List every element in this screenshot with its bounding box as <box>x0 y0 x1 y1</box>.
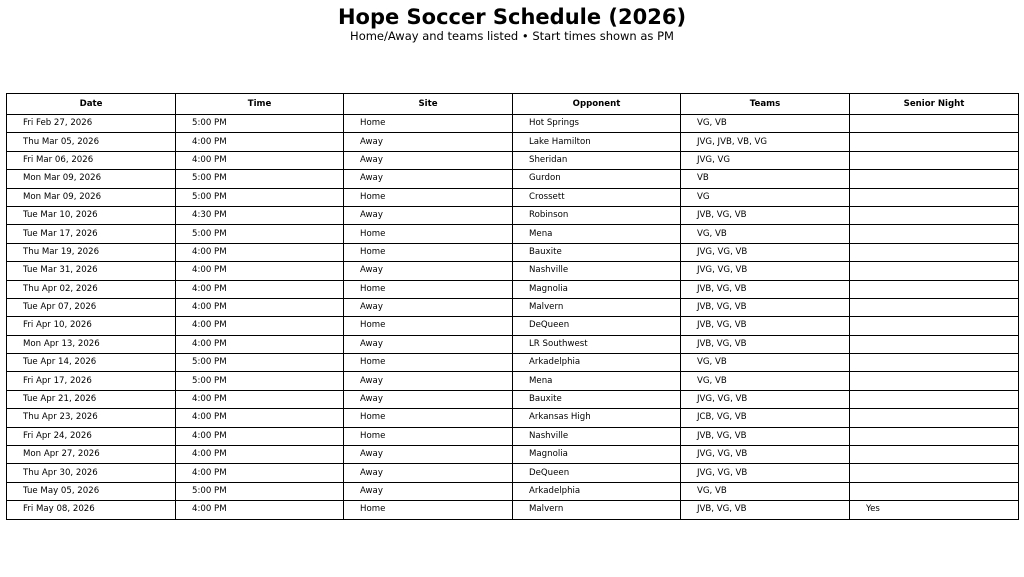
senior-night-cell <box>850 427 1019 445</box>
senior-night-cell: Yes <box>850 501 1019 519</box>
teams-cell: VG <box>681 188 850 206</box>
column-header-opponent: Opponent <box>513 94 681 115</box>
table-row <box>7 427 1019 445</box>
schedule-table-body <box>7 115 1019 520</box>
site-cell: Home <box>344 243 513 261</box>
senior-night-cell <box>850 151 1019 169</box>
table-row <box>7 262 1019 280</box>
opponent-cell: Arkansas High <box>513 409 681 427</box>
senior-night-cell <box>850 372 1019 390</box>
date-cell: Fri Apr 24, 2026 <box>7 427 176 445</box>
teams-cell: VG, VB <box>681 115 850 133</box>
senior-night-cell <box>850 446 1019 464</box>
teams-cell: JVB, VG, VB <box>681 427 850 445</box>
date-cell: Tue Apr 21, 2026 <box>7 390 176 408</box>
date-cell: Mon Mar 09, 2026 <box>7 170 176 188</box>
date-cell: Mon Mar 09, 2026 <box>7 188 176 206</box>
time-cell: 5:00 PM <box>176 188 344 206</box>
senior-night-cell <box>850 280 1019 298</box>
senior-night-cell <box>850 262 1019 280</box>
senior-night-cell <box>850 170 1019 188</box>
opponent-cell: Malvern <box>513 298 681 316</box>
teams-cell: JVB, VG, VB <box>681 501 850 519</box>
site-cell: Away <box>344 133 513 151</box>
opponent-cell: LR Southwest <box>513 335 681 353</box>
date-cell: Fri Apr 17, 2026 <box>7 372 176 390</box>
table-row <box>7 170 1019 188</box>
table-row <box>7 446 1019 464</box>
time-cell: 4:00 PM <box>176 151 344 169</box>
teams-cell: JCB, VG, VB <box>681 409 850 427</box>
opponent-cell: Bauxite <box>513 243 681 261</box>
table-row <box>7 354 1019 372</box>
site-cell: Away <box>344 372 513 390</box>
teams-cell: JVB, VG, VB <box>681 317 850 335</box>
teams-cell: JVG, VG, VB <box>681 464 850 482</box>
opponent-cell: Malvern <box>513 501 681 519</box>
time-cell: 4:00 PM <box>176 446 344 464</box>
senior-night-cell <box>850 188 1019 206</box>
time-cell: 4:00 PM <box>176 390 344 408</box>
date-cell: Tue Mar 17, 2026 <box>7 225 176 243</box>
site-cell: Home <box>344 188 513 206</box>
time-cell: 4:00 PM <box>176 243 344 261</box>
table-row <box>7 409 1019 427</box>
date-cell: Mon Apr 27, 2026 <box>7 446 176 464</box>
table-row <box>7 133 1019 151</box>
time-cell: 5:00 PM <box>176 372 344 390</box>
time-cell: 4:00 PM <box>176 133 344 151</box>
opponent-cell: Crossett <box>513 188 681 206</box>
table-row <box>7 243 1019 261</box>
column-header-date: Date <box>7 94 176 115</box>
table-row <box>7 188 1019 206</box>
column-header-teams: Teams <box>681 94 850 115</box>
time-cell: 5:00 PM <box>176 482 344 500</box>
header-row <box>7 94 1019 115</box>
site-cell: Away <box>344 170 513 188</box>
site-cell: Home <box>344 225 513 243</box>
site-cell: Away <box>344 335 513 353</box>
senior-night-cell <box>850 482 1019 500</box>
opponent-cell: Nashville <box>513 262 681 280</box>
table-row <box>7 115 1019 133</box>
time-cell: 4:00 PM <box>176 409 344 427</box>
site-cell: Home <box>344 317 513 335</box>
teams-cell: VG, VB <box>681 354 850 372</box>
table-row <box>7 298 1019 316</box>
opponent-cell: Robinson <box>513 206 681 224</box>
site-cell: Home <box>344 115 513 133</box>
opponent-cell: Mena <box>513 372 681 390</box>
site-cell: Home <box>344 409 513 427</box>
date-cell: Tue Apr 07, 2026 <box>7 298 176 316</box>
site-cell: Away <box>344 390 513 408</box>
senior-night-cell <box>850 115 1019 133</box>
senior-night-cell <box>850 390 1019 408</box>
column-header-time: Time <box>176 94 344 115</box>
opponent-cell: Gurdon <box>513 170 681 188</box>
time-cell: 4:00 PM <box>176 427 344 445</box>
teams-cell: JVG, VG, VB <box>681 243 850 261</box>
site-cell: Away <box>344 262 513 280</box>
opponent-cell: Sheridan <box>513 151 681 169</box>
time-cell: 4:30 PM <box>176 206 344 224</box>
time-cell: 4:00 PM <box>176 501 344 519</box>
teams-cell: JVG, VG <box>681 151 850 169</box>
time-cell: 5:00 PM <box>176 354 344 372</box>
site-cell: Away <box>344 482 513 500</box>
teams-cell: VG, VB <box>681 372 850 390</box>
site-cell: Away <box>344 206 513 224</box>
table-row <box>7 225 1019 243</box>
senior-night-cell <box>850 298 1019 316</box>
senior-night-cell <box>850 225 1019 243</box>
opponent-cell: Lake Hamilton <box>513 133 681 151</box>
date-cell: Thu Mar 19, 2026 <box>7 243 176 261</box>
teams-cell: JVG, VG, VB <box>681 390 850 408</box>
time-cell: 5:00 PM <box>176 115 344 133</box>
date-cell: Thu Apr 30, 2026 <box>7 464 176 482</box>
date-cell: Thu Apr 23, 2026 <box>7 409 176 427</box>
time-cell: 4:00 PM <box>176 280 344 298</box>
opponent-cell: Magnolia <box>513 280 681 298</box>
date-cell: Fri May 08, 2026 <box>7 501 176 519</box>
date-cell: Fri Feb 27, 2026 <box>7 115 176 133</box>
date-cell: Tue Mar 10, 2026 <box>7 206 176 224</box>
time-cell: 4:00 PM <box>176 335 344 353</box>
page-header <box>0 5 1024 43</box>
time-cell: 4:00 PM <box>176 317 344 335</box>
table-row <box>7 280 1019 298</box>
date-cell: Mon Apr 13, 2026 <box>7 335 176 353</box>
date-cell: Thu Apr 02, 2026 <box>7 280 176 298</box>
table-row <box>7 482 1019 500</box>
teams-cell: JVG, JVB, VB, VG <box>681 133 850 151</box>
site-cell: Home <box>344 280 513 298</box>
opponent-cell: Hot Springs <box>513 115 681 133</box>
site-cell: Away <box>344 298 513 316</box>
time-cell: 5:00 PM <box>176 170 344 188</box>
site-cell: Away <box>344 151 513 169</box>
teams-cell: VG, VB <box>681 482 850 500</box>
date-cell: Tue May 05, 2026 <box>7 482 176 500</box>
opponent-cell: DeQueen <box>513 464 681 482</box>
teams-cell: JVB, VG, VB <box>681 206 850 224</box>
teams-cell: JVB, VG, VB <box>681 280 850 298</box>
teams-cell: VG, VB <box>681 225 850 243</box>
site-cell: Home <box>344 501 513 519</box>
teams-cell: JVB, VG, VB <box>681 298 850 316</box>
opponent-cell: Arkadelphia <box>513 354 681 372</box>
site-cell: Home <box>344 354 513 372</box>
page-title: Hope Soccer Schedule (2026) <box>337 5 687 29</box>
date-cell: Tue Mar 31, 2026 <box>7 262 176 280</box>
teams-cell: VB <box>681 170 850 188</box>
opponent-cell: DeQueen <box>513 317 681 335</box>
table-row <box>7 335 1019 353</box>
date-cell: Tue Apr 14, 2026 <box>7 354 176 372</box>
site-cell: Away <box>344 446 513 464</box>
column-header-senior-night: Senior Night <box>850 94 1019 115</box>
senior-night-cell <box>850 354 1019 372</box>
date-cell: Thu Mar 05, 2026 <box>7 133 176 151</box>
opponent-cell: Magnolia <box>513 446 681 464</box>
senior-night-cell <box>850 464 1019 482</box>
table-row <box>7 390 1019 408</box>
opponent-cell: Arkadelphia <box>513 482 681 500</box>
table-row <box>7 317 1019 335</box>
table-row <box>7 206 1019 224</box>
table-row <box>7 151 1019 169</box>
table-row <box>7 501 1019 519</box>
time-cell: 4:00 PM <box>176 464 344 482</box>
time-cell: 4:00 PM <box>176 298 344 316</box>
senior-night-cell <box>850 335 1019 353</box>
senior-night-cell <box>850 206 1019 224</box>
opponent-cell: Bauxite <box>513 390 681 408</box>
site-cell: Away <box>344 464 513 482</box>
table-row <box>7 464 1019 482</box>
date-cell: Fri Apr 10, 2026 <box>7 317 176 335</box>
opponent-cell: Nashville <box>513 427 681 445</box>
date-cell: Fri Mar 06, 2026 <box>7 151 176 169</box>
senior-night-cell <box>850 133 1019 151</box>
senior-night-cell <box>850 409 1019 427</box>
opponent-cell: Mena <box>513 225 681 243</box>
site-cell: Home <box>344 427 513 445</box>
column-header-site: Site <box>344 94 513 115</box>
schedule-table-head <box>7 94 1019 115</box>
teams-cell: JVG, VG, VB <box>681 446 850 464</box>
teams-cell: JVB, VG, VB <box>681 335 850 353</box>
teams-cell: JVG, VG, VB <box>681 262 850 280</box>
time-cell: 4:00 PM <box>176 262 344 280</box>
senior-night-cell <box>850 317 1019 335</box>
table-row <box>7 372 1019 390</box>
time-cell: 5:00 PM <box>176 225 344 243</box>
page-subtitle: Home/Away and teams listed • Start times shown as PM <box>350 29 674 43</box>
senior-night-cell <box>850 243 1019 261</box>
schedule-table <box>6 93 1019 520</box>
